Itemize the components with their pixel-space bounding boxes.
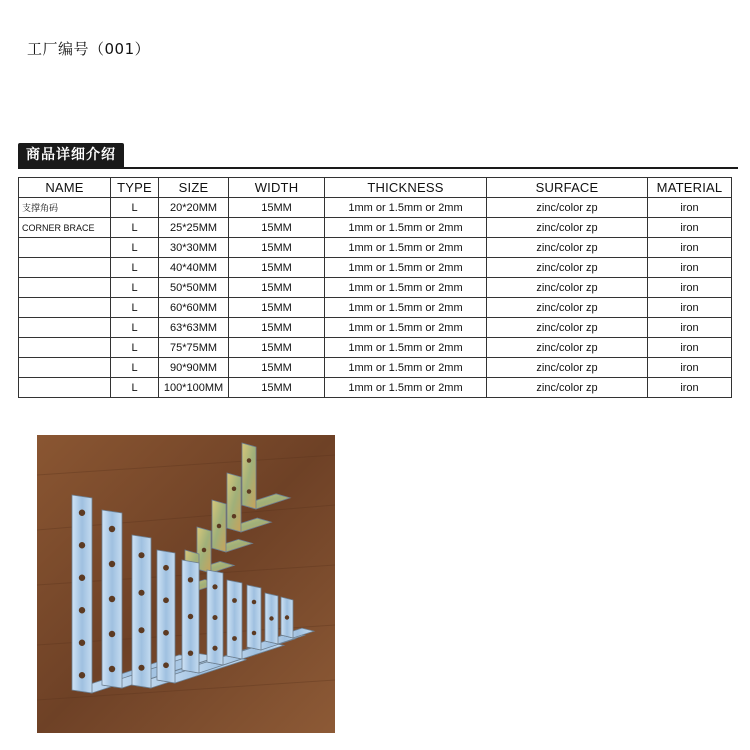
corner-braces-image — [37, 435, 335, 733]
cell-thickness: 1mm or 1.5mm or 2mm — [325, 338, 487, 358]
table-row — [19, 378, 732, 398]
header-name: NAME — [19, 178, 111, 198]
cell-width: 15MM — [229, 238, 325, 258]
cell-name — [19, 258, 111, 278]
cell-thickness: 1mm or 1.5mm or 2mm — [325, 378, 487, 398]
cell-type: L — [111, 298, 159, 318]
cell-surface: zinc/color zp — [487, 298, 648, 318]
cell-material: iron — [648, 258, 732, 278]
table-row — [19, 358, 732, 378]
header-size: SIZE — [159, 178, 229, 198]
table-row — [19, 318, 732, 338]
cell-width: 15MM — [229, 358, 325, 378]
cell-material: iron — [648, 358, 732, 378]
cell-size: 20*20MM — [159, 198, 229, 218]
cell-width: 15MM — [229, 298, 325, 318]
cell-type: L — [111, 378, 159, 398]
cell-size: 63*63MM — [159, 318, 229, 338]
table-body — [19, 198, 732, 398]
cell-surface: zinc/color zp — [487, 338, 648, 358]
cell-name — [19, 238, 111, 258]
cell-type: L — [111, 238, 159, 258]
cell-width: 15MM — [229, 218, 325, 238]
cell-size: 40*40MM — [159, 258, 229, 278]
section-title: 商品详细介绍 — [18, 143, 124, 167]
cell-surface: zinc/color zp — [487, 318, 648, 338]
cell-material: iron — [648, 218, 732, 238]
cell-width: 15MM — [229, 318, 325, 338]
cell-name — [19, 318, 111, 338]
section-header — [18, 143, 738, 170]
cell-thickness: 1mm or 1.5mm or 2mm — [325, 298, 487, 318]
header-surface: SURFACE — [487, 178, 648, 198]
table-row — [19, 278, 732, 298]
cell-name — [19, 378, 111, 398]
cell-name — [19, 298, 111, 318]
table-header-row — [19, 178, 732, 198]
cell-surface: zinc/color zp — [487, 358, 648, 378]
table-row — [19, 298, 732, 318]
cell-material: iron — [648, 278, 732, 298]
cell-material: iron — [648, 298, 732, 318]
cell-material: iron — [648, 378, 732, 398]
header-material: MATERIAL — [648, 178, 732, 198]
cell-material: iron — [648, 238, 732, 258]
cell-surface: zinc/color zp — [487, 198, 648, 218]
cell-material: iron — [648, 198, 732, 218]
cell-size: 30*30MM — [159, 238, 229, 258]
cell-name: CORNER BRACE — [19, 218, 111, 238]
factory-code: 工厂编号（001） — [27, 40, 151, 58]
cell-size: 75*75MM — [159, 338, 229, 358]
cell-material: iron — [648, 318, 732, 338]
cell-thickness: 1mm or 1.5mm or 2mm — [325, 358, 487, 378]
cell-type: L — [111, 258, 159, 278]
cell-size: 50*50MM — [159, 278, 229, 298]
cell-name — [19, 278, 111, 298]
cell-type: L — [111, 358, 159, 378]
cell-thickness: 1mm or 1.5mm or 2mm — [325, 318, 487, 338]
cell-surface: zinc/color zp — [487, 258, 648, 278]
cell-type: L — [111, 318, 159, 338]
cell-size: 90*90MM — [159, 358, 229, 378]
table-row — [19, 198, 732, 218]
header-type: TYPE — [111, 178, 159, 198]
cell-size: 25*25MM — [159, 218, 229, 238]
header-width: WIDTH — [229, 178, 325, 198]
cell-type: L — [111, 218, 159, 238]
cell-width: 15MM — [229, 258, 325, 278]
cell-name: 支撑角码 — [19, 198, 111, 218]
table-row — [19, 218, 732, 238]
cell-thickness: 1mm or 1.5mm or 2mm — [325, 258, 487, 278]
header-thickness: THICKNESS — [325, 178, 487, 198]
cell-width: 15MM — [229, 338, 325, 358]
cell-name — [19, 358, 111, 378]
cell-material: iron — [648, 338, 732, 358]
table-row — [19, 238, 732, 258]
cell-thickness: 1mm or 1.5mm or 2mm — [325, 278, 487, 298]
cell-size: 60*60MM — [159, 298, 229, 318]
cell-surface: zinc/color zp — [487, 238, 648, 258]
cell-type: L — [111, 338, 159, 358]
cell-width: 15MM — [229, 378, 325, 398]
cell-surface: zinc/color zp — [487, 278, 648, 298]
spec-table — [18, 177, 732, 398]
cell-thickness: 1mm or 1.5mm or 2mm — [325, 198, 487, 218]
cell-surface: zinc/color zp — [487, 378, 648, 398]
cell-name — [19, 338, 111, 358]
cell-surface: zinc/color zp — [487, 218, 648, 238]
product-photo — [37, 435, 335, 733]
cell-type: L — [111, 198, 159, 218]
cell-type: L — [111, 278, 159, 298]
cell-thickness: 1mm or 1.5mm or 2mm — [325, 238, 487, 258]
cell-width: 15MM — [229, 198, 325, 218]
table-row — [19, 258, 732, 278]
cell-size: 100*100MM — [159, 378, 229, 398]
table-row — [19, 338, 732, 358]
section-divider — [18, 167, 738, 169]
cell-width: 15MM — [229, 278, 325, 298]
cell-thickness: 1mm or 1.5mm or 2mm — [325, 218, 487, 238]
